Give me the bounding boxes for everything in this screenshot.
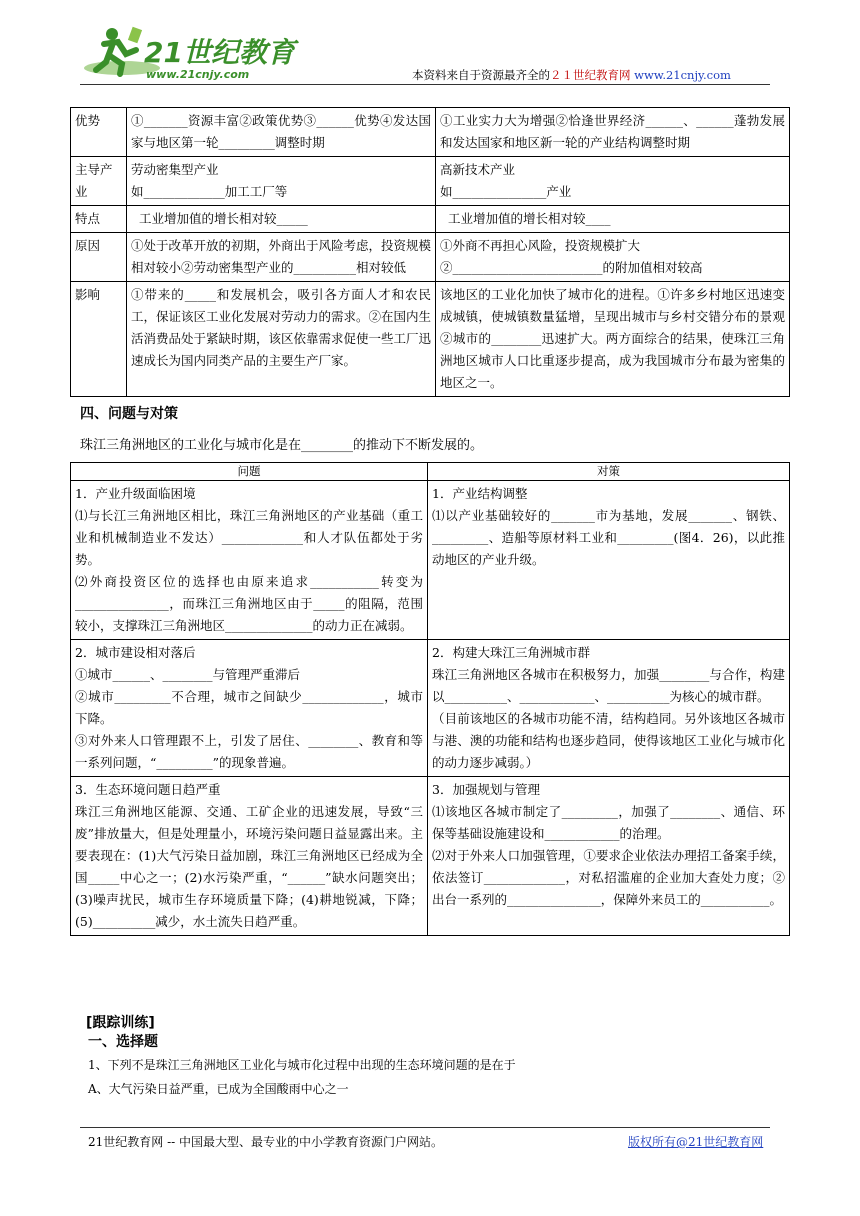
cell-heading: 3．生态环境问题日趋严重 [75, 782, 221, 797]
table-cell [71, 777, 428, 936]
cell-paragraph: ⑴与长江三角洲地区相比，珠江三角洲地区的产业基础（重工业和机械制造业不发达）_____________和人才队伍都处于劣势。 [75, 508, 423, 567]
table-cell [428, 481, 790, 640]
cell-paragraph: 珠江三角洲地区能源、交通、工矿企业的迅速发展，导致“三废”排放量大，但是处理量小，环境污染问题日益显露出来。主要表现在：(1)大气污染日益加剧，珠江三角洲地区已经成为全国_____中心之一；(2)水污染严重，“______”缺水问题突出；(3)噪声扰民，城市生存环境质量下降；(4)耕地锐减，下降；(5)__________减少，水土流失日趋严重。 [75, 804, 423, 929]
row-label: 影响 [71, 282, 127, 397]
table-cell [127, 157, 436, 206]
cell-heading: 1．产业升级面临困境 [75, 486, 196, 501]
source-url-link[interactable]: www.21cnjy.com [634, 68, 731, 82]
cell-paragraph: ⑵外商投资区位的选择也由原来追求___________转变为_______________，而珠江三角洲地区由于_____的阻隔，范围较小，支撑珠江三角洲地区______________的动力正在减弱。 [75, 574, 423, 633]
logo-text: 21世纪教育 [144, 36, 295, 69]
table-cell [71, 640, 428, 777]
section-intro: 珠江三角洲地区的工业化与城市化是在________的推动下不断发展的。 [80, 438, 484, 453]
cell-heading: 2．城市建设相对落后 [75, 645, 196, 660]
cell-heading: 3．加强规划与管理 [432, 782, 540, 797]
table-row [71, 157, 790, 206]
table-cell: ①处于改革开放的初期，外商出于风险考虑，投资规模相对较小②劳动密集型产业的__________相对较低 [127, 233, 436, 282]
copyright-link[interactable]: 版权所有@21世纪教育网 [628, 1135, 764, 1149]
cell-line: ②________________________的附加值相对较高 [440, 260, 703, 275]
comparison-table [70, 107, 790, 397]
cell-line: ①外商不再担心风险，投资规模扩大 [440, 238, 641, 253]
footer-divider [80, 1127, 770, 1128]
cell-line: 高新技术产业 [440, 162, 516, 177]
question-text: 1、下列不是珠江三角洲地区工业化与城市化过程中出现的生态环境问题的是在于 [88, 1058, 516, 1072]
table-row [71, 233, 790, 282]
table-row [71, 282, 790, 397]
table-cell [428, 640, 790, 777]
header-divider [80, 84, 770, 85]
section-title: 四、问题与对策 [80, 406, 178, 422]
table-cell: ①工业实力大为增强②恰逢世界经济______、______蓬勃发展和发达国家和地区新一轮的产业结构调整时期 [436, 108, 790, 157]
table-row [71, 206, 790, 233]
cell-paragraph: ②城市_________不合理，城市之间缺少_____________，城市下降。 [75, 689, 423, 726]
cell-line: 如_____________加工工厂等 [131, 184, 288, 199]
row-label: 原因 [71, 233, 127, 282]
cell-paragraph: ⑴该地区各城市制定了_________，加强了________、通信、环保等基础设施建设和____________的治理。 [432, 804, 785, 841]
cell-paragraph: ③对外来人口管理跟不上，引发了居住、________、教育和等一系列问题，“_________”的现象普遍。 [75, 733, 423, 770]
source-note [412, 67, 731, 83]
source-note-prefix: 本资料来自于资源最齐全的 [412, 68, 550, 82]
table-cell: 该地区的工业化加快了城市化的进程。①许多乡村地区迅速变成城镇，使城镇数量猛增，呈现出城市与乡村交错分布的景观②城市的________迅速扩大。两方面综合的结果，使珠江三角洲地区城市人口比重逐步提高，成为我国城市分布最为密集的地区之一。 [436, 282, 790, 397]
cell-paragraph: ⑴以产业基础较好的_______市为基地，发展_______、钢铁、_________、造船等原材料工业和_________(图4．26)，以此推动地区的产业升级。 [432, 508, 785, 567]
cell-paragraph: （目前该地区的各城市功能不清，结构趋同。另外该地区各城市与港、澳的功能和结构也逐步趋同，使得该地区工业化与城市化的动力逐步减弱。） [432, 711, 785, 770]
table-header-row [71, 463, 790, 481]
problems-measures-table [70, 462, 790, 936]
table-cell [436, 157, 790, 206]
table-cell [71, 481, 428, 640]
cell-line: 如_______________产业 [440, 184, 572, 199]
column-header-measure: 对策 [428, 463, 790, 481]
row-label: 优势 [71, 108, 127, 157]
column-header-problem: 问题 [71, 463, 428, 481]
table-row [71, 481, 790, 640]
tracking-title: [跟踪训练] [86, 1015, 155, 1031]
table-cell: ①_______资源丰富②政策优势③______优势④发达国家与地区第一轮_________调整时期 [127, 108, 436, 157]
table-cell [436, 233, 790, 282]
table-cell [428, 777, 790, 936]
cell-line: 劳动密集型产业 [131, 162, 219, 177]
source-site-link[interactable]: ２１世纪教育网 [550, 68, 631, 82]
cell-heading: 2．构建大珠江三角洲城市群 [432, 645, 590, 660]
table-cell: 工业增加值的增长相对较_____ [127, 206, 436, 233]
row-label: 主导产业 [71, 157, 127, 206]
answer-option-a: A、大气污染日益严重，已成为全国酸雨中心之一 [88, 1082, 349, 1096]
footer-text: 21世纪教育网 -- 中国最大型、最专业的中小学教育资源门户网站。 [88, 1135, 444, 1149]
table-row [71, 640, 790, 777]
row-label: 特点 [71, 206, 127, 233]
table-cell: 工业增加值的增长相对较____ [436, 206, 790, 233]
cell-heading: 1．产业结构调整 [432, 486, 528, 501]
table-row [71, 777, 790, 936]
logo-url: www.21cnjy.com [146, 68, 250, 81]
site-logo [82, 20, 302, 90]
table-row [71, 108, 790, 157]
cell-paragraph: ⑵对于外来人口加强管理，①要求企业依法办理招工备案手续，依法签订_____________，对私招滥雇的企业加大查处力度；②出台一系列的_______________，保障外来员工的___________。 [432, 848, 785, 907]
cell-paragraph: ①城市______、________与管理严重滞后 [75, 667, 301, 682]
choice-heading: 一、选择题 [88, 1034, 158, 1050]
cell-paragraph: 珠江三角洲地区各城市在积极努力，加强________与合作，构建以__________、____________、__________为核心的城市群。 [432, 667, 785, 704]
table-cell: ①带来的_____和发展机会，吸引各方面人才和农民工，保证该区工业化发展对劳动力的需求。②在国内生活消费品处于紧缺时期，该区依靠需求促使一些工厂迅速成长为国内同类产品的主要生产厂家。 [127, 282, 436, 397]
